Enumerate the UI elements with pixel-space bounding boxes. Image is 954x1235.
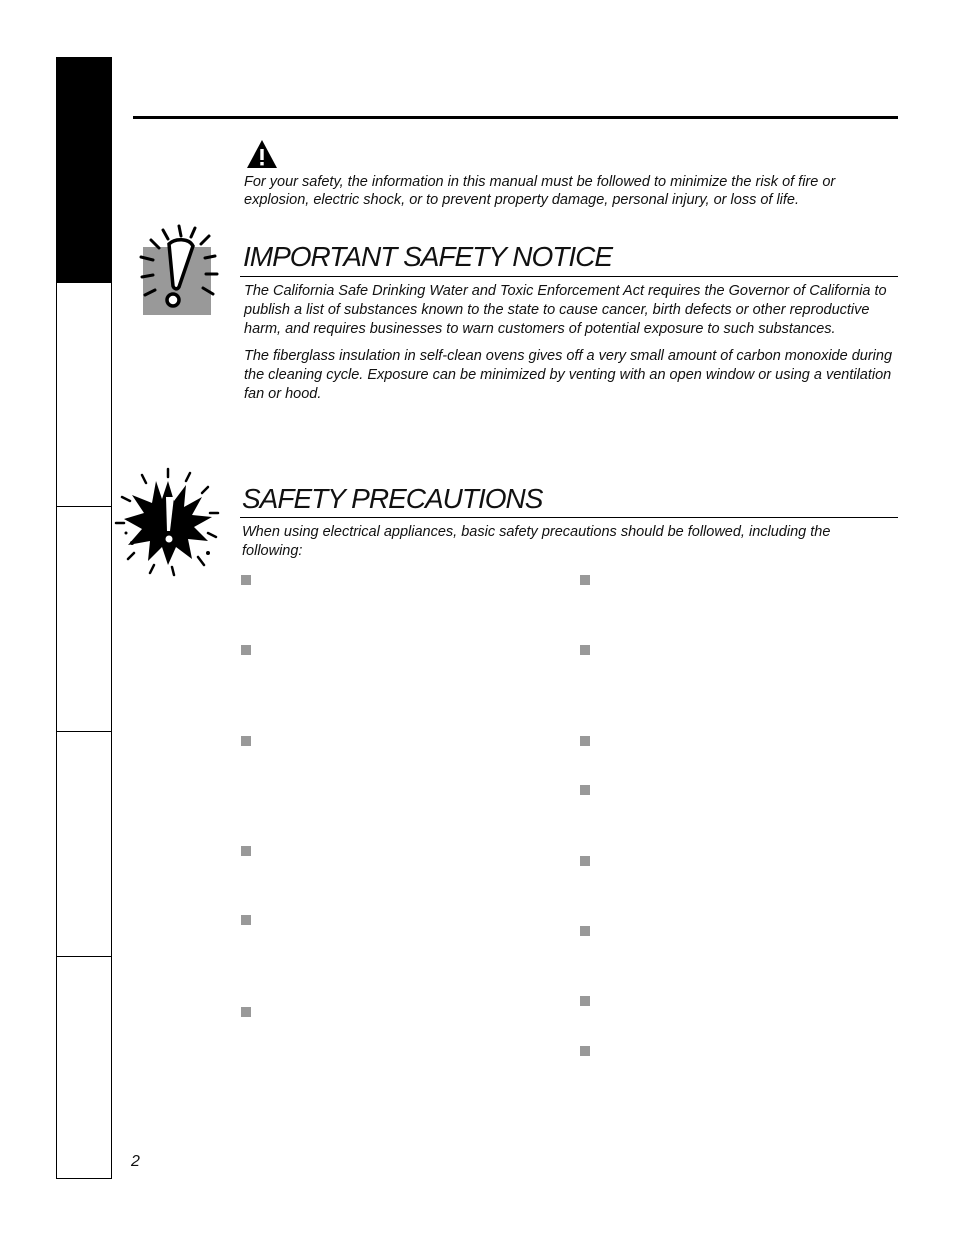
- header-rule: [133, 116, 898, 119]
- list-bullet: [580, 645, 590, 655]
- exclamation-notice-icon: [131, 222, 231, 322]
- precautions-title: SAFETY PRECAUTIONS: [242, 483, 543, 514]
- list-bullet: [580, 926, 590, 936]
- notice-rule: [240, 276, 898, 277]
- section-tab: [56, 731, 112, 957]
- list-bullet: [580, 785, 590, 795]
- section-tab: [56, 956, 112, 1179]
- notice-paragraph: The California Safe Drinking Water and Toxic Enforcement Act requires the Governor of California to publish a list of substances known to the state to cause cancer, birth defects or other reproductive harm, and requires businesses to warn customers of potential exposure to such substances.: [244, 283, 887, 337]
- list-bullet: [241, 846, 251, 856]
- list-bullet: [580, 996, 590, 1006]
- warning-triangle-icon: [246, 139, 278, 169]
- list-bullet: [241, 645, 251, 655]
- list-bullet: [241, 736, 251, 746]
- burst-exclamation-icon: [112, 467, 224, 579]
- active-section-tab: [56, 57, 112, 283]
- list-bullet: [241, 575, 251, 585]
- list-bullet: [580, 575, 590, 585]
- page-number: 2: [131, 1153, 140, 1170]
- list-bullet: [241, 1007, 251, 1017]
- notice-title: IMPORTANT SAFETY NOTICE: [243, 241, 613, 272]
- warning-text: For your safety, the information in this manual must be followed to minimize the risk of fire or explosion, electric shock, or to prevent property damage, personal injury, or loss of life.: [244, 174, 836, 208]
- section-tab: [56, 283, 112, 507]
- precautions-rule: [240, 517, 898, 518]
- section-tab-strip: [56, 57, 112, 1178]
- list-bullet: [580, 1046, 590, 1056]
- list-bullet: [580, 736, 590, 746]
- section-tab: [56, 506, 112, 732]
- notice-paragraph: The fiberglass insulation in self-clean ovens gives off a very small amount of carbon monoxide during the cleaning cycle. Exposure can be minimized by venting with an open window or using a ventilation fan or hood.: [244, 348, 893, 402]
- precautions-intro: When using electrical appliances, basic safety precautions should be followed, including the following:: [242, 524, 831, 559]
- list-bullet: [580, 856, 590, 866]
- list-bullet: [241, 915, 251, 925]
